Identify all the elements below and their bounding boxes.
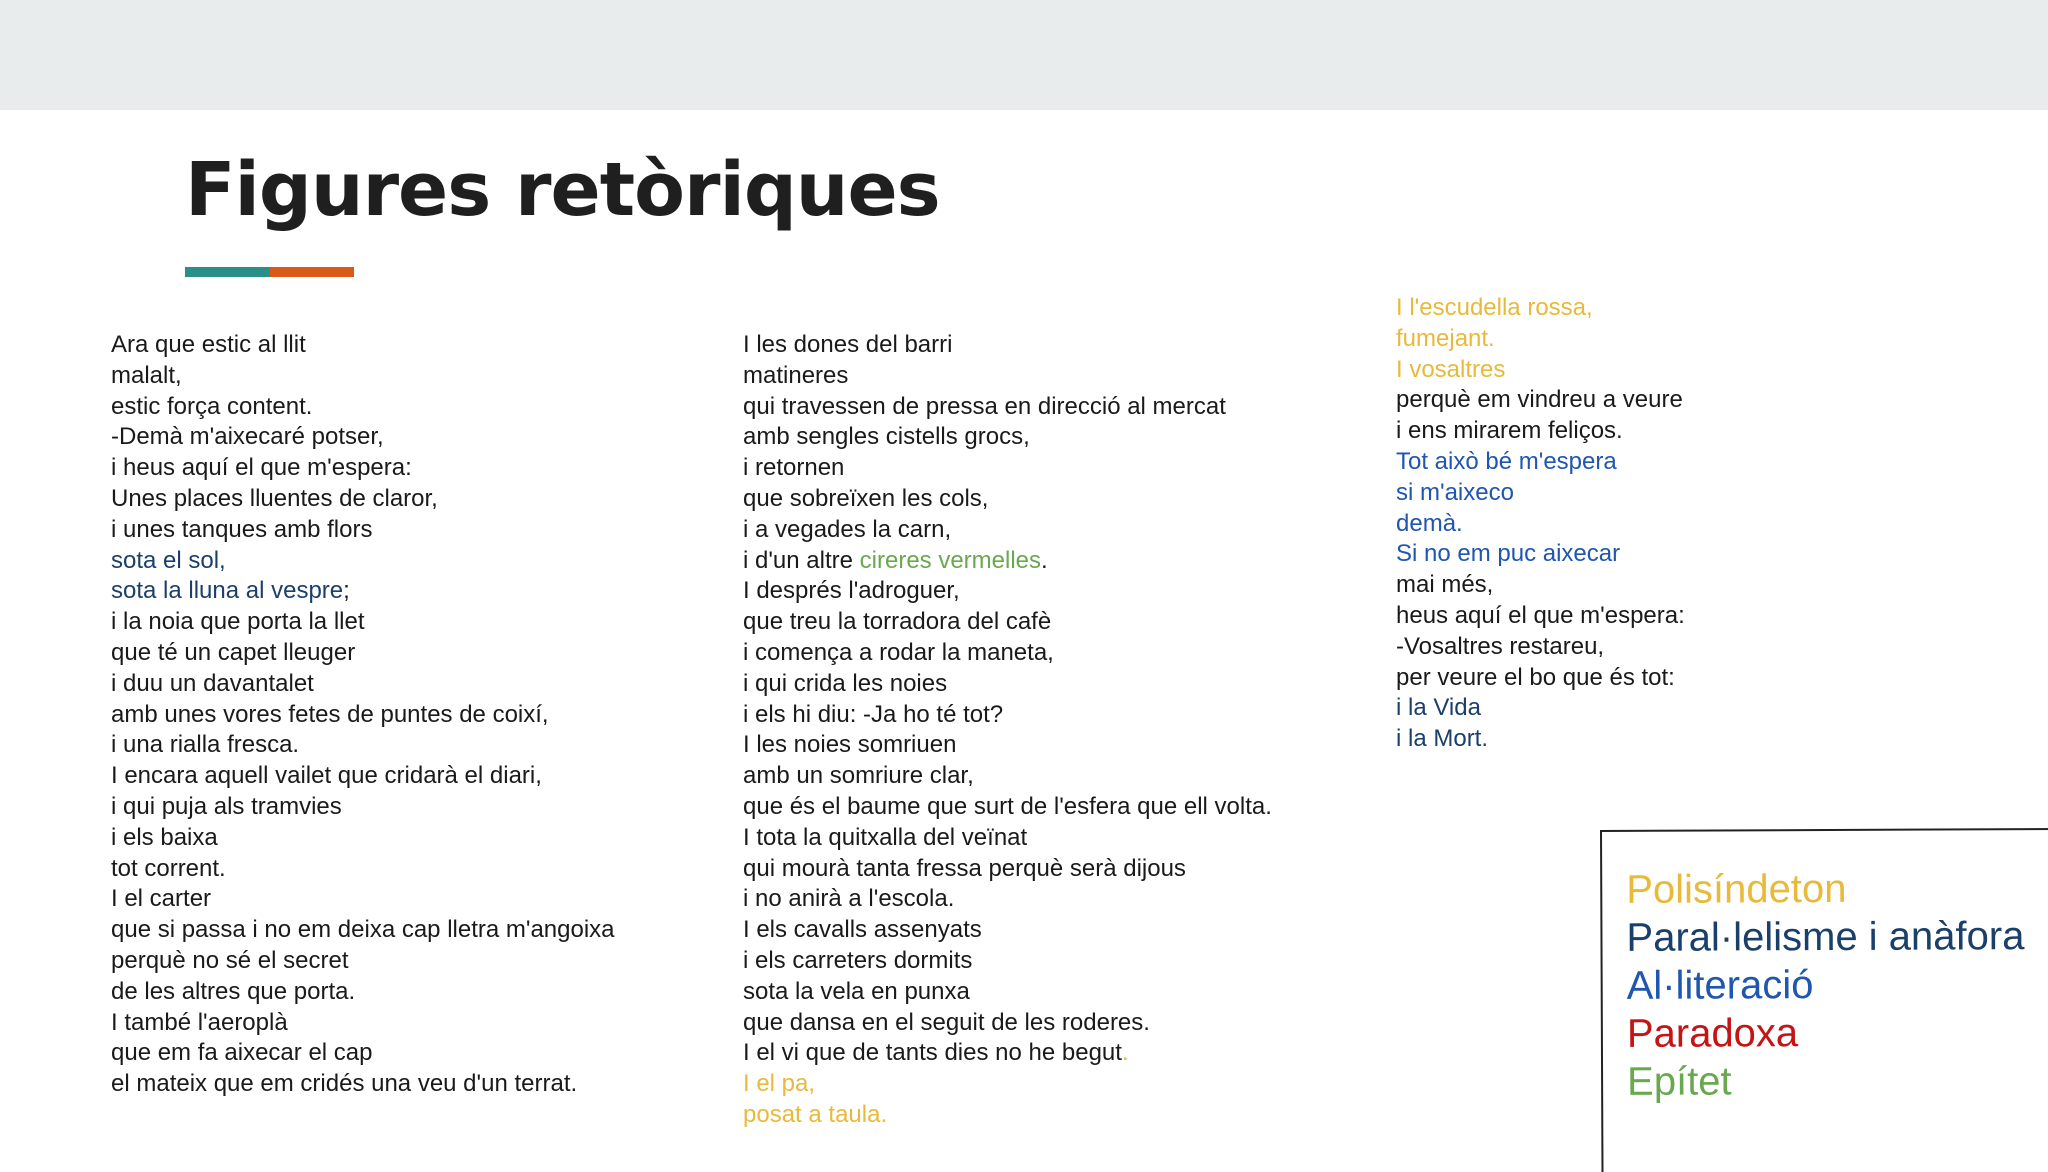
poem-line <box>1396 724 1685 755</box>
poem-line-text: perquè no sé el secret <box>111 946 349 974</box>
poem-line <box>111 761 615 792</box>
poem-line <box>111 823 615 854</box>
poem-line <box>743 946 1272 977</box>
poem-line <box>111 576 615 607</box>
legend-item-alliteracio: Al·literació <box>1626 963 1814 1008</box>
poem-line-text: I els cavalls assenyats <box>743 916 982 944</box>
poem-line-text: de les altres que porta. <box>111 977 356 1005</box>
poem-line <box>111 946 615 977</box>
poem-line <box>111 700 615 731</box>
poem-line <box>111 854 615 885</box>
legend-item-epitet: Epítet <box>1627 1059 1732 1104</box>
poem-line-text: sota el sol, <box>111 546 226 574</box>
poem-line-text: i els hi diu: -Ja ho té tot? <box>743 700 1004 728</box>
poem-line-text: I el carter <box>111 885 212 913</box>
poem-line-text: I encara aquell vailet que cridarà el diari, <box>111 762 542 790</box>
poem-line-text: perquè em vindreu a veure <box>1396 386 1683 414</box>
poem-line <box>111 1008 615 1039</box>
poem-line-text: i unes tanques amb flors <box>111 515 373 543</box>
poem-line <box>111 884 615 915</box>
poem-line <box>111 730 615 761</box>
poem-line-text: i qui crida les noies <box>743 669 948 697</box>
poem-line-text: si m'aixeco <box>1396 478 1514 506</box>
poem-line-text: matineres <box>743 361 849 389</box>
poem-line <box>111 392 615 423</box>
poem-line <box>743 761 1272 792</box>
poem-line-text: fumejant. <box>1396 324 1495 352</box>
poem-line-text: i heus aquí el que m'espera: <box>111 454 412 482</box>
poem-line-text: sota la vela en punxa <box>743 977 970 1005</box>
poem-line-text: . <box>1041 546 1048 574</box>
poem-line <box>743 1100 1272 1131</box>
poem-column-3 <box>1396 293 1685 755</box>
poem-line <box>743 361 1272 392</box>
poem-line-text: i els carreters dormits <box>743 946 973 974</box>
poem-line-text: mai més, <box>1396 571 1494 599</box>
poem-column-1 <box>111 330 615 1100</box>
poem-line <box>743 453 1272 484</box>
legend-item-polisindeton: Polisíndeton <box>1626 866 1847 912</box>
poem-line <box>1396 478 1685 509</box>
poem-line-text: I el vi que de tants dies no he begut <box>743 1039 1122 1067</box>
poem-line-text: que té un capet lleuger <box>111 638 356 666</box>
poem-line <box>1396 632 1685 663</box>
poem-line <box>743 669 1272 700</box>
poem-line <box>111 330 615 361</box>
poem-line <box>111 484 615 515</box>
poem-line-text: heus aquí el que m'espera: <box>1396 601 1685 629</box>
poem-line <box>743 576 1272 607</box>
poem-line-text: amb un somriure clar, <box>743 762 974 790</box>
poem-line-text: amb sengles cistells grocs, <box>743 423 1030 451</box>
poem-line <box>743 607 1272 638</box>
poem-line-text: i qui puja als tramvies <box>111 792 342 820</box>
poem-line-text: i d'un altre <box>743 546 860 574</box>
poem-line <box>743 854 1272 885</box>
poem-line-text: que treu la torradora del cafè <box>743 608 1052 636</box>
poem-line-text: Ara que estic al llit <box>111 331 306 358</box>
poem-line-text: i ens mirarem feliços. <box>1396 417 1623 445</box>
poem-line <box>1396 324 1685 355</box>
poem-line-text: i comença a rodar la maneta, <box>743 638 1054 666</box>
poem-line-text: i duu un davantalet <box>111 669 314 697</box>
poem-line-text: I les dones del barri <box>743 331 953 358</box>
poem-line <box>743 823 1272 854</box>
poem-line-text: I les noies somriuen <box>743 731 957 759</box>
top-band <box>0 0 2048 110</box>
poem-line <box>111 1069 615 1100</box>
poem-line <box>743 1038 1272 1069</box>
title-accent-teal <box>185 267 270 277</box>
poem-line-text: tot corrent. <box>111 854 226 882</box>
poem-line-text: i la Mort. <box>1396 725 1489 753</box>
poem-line <box>1396 601 1685 632</box>
poem-line <box>743 422 1272 453</box>
poem-line <box>743 730 1272 761</box>
poem-line <box>1396 355 1685 386</box>
poem-line-text: I tota la quitxalla del veïnat <box>743 823 1028 851</box>
poem-line <box>1396 293 1685 324</box>
poem-line-text: . <box>1121 1039 1129 1067</box>
poem-line-text: el mateix que em cridés una veu d'un terrat. <box>111 1070 578 1098</box>
poem-line <box>743 1069 1272 1100</box>
poem-line-text: I després l'adroguer, <box>743 577 960 605</box>
poem-line <box>1396 416 1685 447</box>
poem-line <box>1396 570 1685 601</box>
poem-line-text: -Demà m'aixecaré potser, <box>111 423 384 451</box>
poem-line-text: i la Vida <box>1396 694 1481 722</box>
poem-line <box>743 515 1272 546</box>
poem-line-text: i no anirà a l'escola. <box>743 885 955 913</box>
poem-line <box>743 330 1272 361</box>
poem-line <box>111 977 615 1008</box>
poem-line <box>111 546 615 577</box>
poem-line <box>1396 539 1685 570</box>
poem-line-text: sota la lluna al vespre <box>111 577 344 605</box>
poem-line <box>111 453 615 484</box>
poem-line <box>111 361 615 392</box>
poem-line-text: i els baixa <box>111 823 218 851</box>
poem-line <box>111 915 615 946</box>
poem-line <box>1396 509 1685 540</box>
legend-item-parallelisme: Paral·lelisme i anàfora <box>1626 914 2025 960</box>
poem-line-text: cireres vermelles <box>859 546 1042 574</box>
poem-line-text: i la noia que porta la llet <box>111 608 365 636</box>
poem-line-text: I el pa, <box>743 1070 816 1098</box>
poem-line-text: que és el baume que surt de l'esfera que ell volta. <box>743 792 1272 820</box>
poem-line-text: i a vegades la carn, <box>743 515 952 543</box>
legend-item-paradoxa: Paradoxa <box>1626 1011 1799 1056</box>
poem-line <box>111 1038 615 1069</box>
poem-line <box>1396 693 1685 724</box>
poem-line-text: que dansa en el seguit de les roderes. <box>743 1008 1150 1036</box>
poem-column-2 <box>743 330 1272 1131</box>
poem-line <box>743 977 1272 1008</box>
poem-line-text: I vosaltres <box>1396 355 1506 383</box>
page-title: Figures retòriques <box>185 147 940 233</box>
poem-line <box>743 484 1272 515</box>
poem-line-text: que sobreïxen les cols, <box>743 484 989 512</box>
poem-line-text: Unes places lluentes de claror, <box>111 484 438 512</box>
poem-line <box>111 669 615 700</box>
poem-line <box>743 392 1272 423</box>
poem-line-text: I l'escudella rossa, <box>1396 294 1593 321</box>
title-accent-orange <box>270 267 354 277</box>
poem-line <box>743 915 1272 946</box>
poem-line <box>743 546 1272 577</box>
poem-line-text: estic força content. <box>111 392 313 420</box>
poem-line-text: malalt, <box>111 361 182 389</box>
poem-line-text: que si passa i no em deixa cap lletra m'angoixa <box>111 916 615 944</box>
poem-line-text: -Vosaltres restareu, <box>1396 632 1605 660</box>
poem-line-text: ; <box>343 577 350 605</box>
poem-line <box>743 1008 1272 1039</box>
figures-legend <box>1600 828 2048 1172</box>
poem-line <box>111 607 615 638</box>
poem-line-text: qui mourà tanta fressa perquè serà dijous <box>743 854 1186 882</box>
poem-line <box>743 792 1272 823</box>
poem-line-text: qui travessen de pressa en direcció al mercat <box>743 392 1226 420</box>
poem-line <box>1396 663 1685 694</box>
poem-line <box>743 700 1272 731</box>
poem-line-text: Si no em puc aixecar <box>1396 540 1621 568</box>
poem-line <box>1396 385 1685 416</box>
poem-line-text: que em fa aixecar el cap <box>111 1039 373 1067</box>
poem-line-text: per veure el bo que és tot: <box>1396 663 1675 691</box>
poem-line <box>743 884 1272 915</box>
poem-line-text: i una rialla fresca. <box>111 731 300 759</box>
poem-line-text: amb unes vores fetes de puntes de coixí, <box>111 700 549 728</box>
poem-line <box>111 422 615 453</box>
poem-line-text: I també l'aeroplà <box>111 1008 288 1036</box>
poem-line-text: posat a taula. <box>743 1100 888 1128</box>
poem-line <box>111 515 615 546</box>
poem-line <box>1396 447 1685 478</box>
poem-line-text: Tot això bé m'espera <box>1396 447 1617 475</box>
poem-line <box>743 638 1272 669</box>
poem-line-text: demà. <box>1396 509 1463 537</box>
poem-line-text: i retornen <box>743 454 845 482</box>
poem-line <box>111 792 615 823</box>
poem-line <box>111 638 615 669</box>
